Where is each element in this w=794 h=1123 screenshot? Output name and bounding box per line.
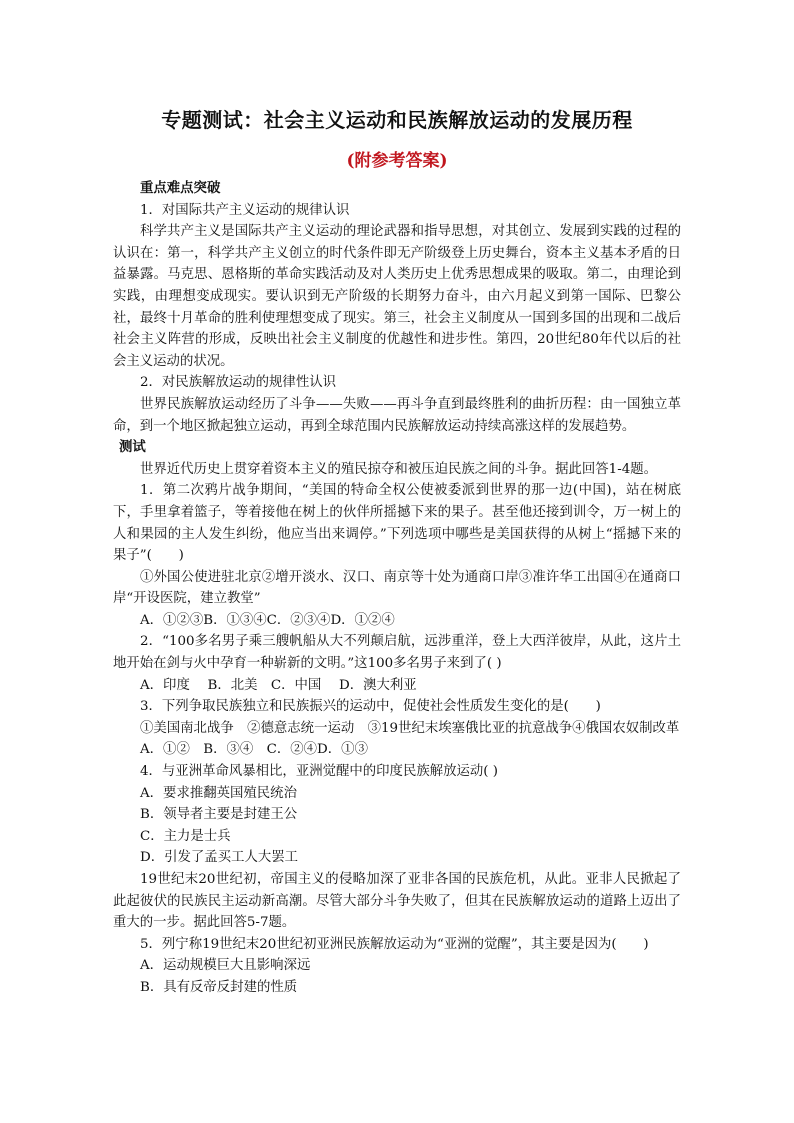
paragraph: 科学共产主义是国际共产主义运动的理论武器和指导思想，对其创立、发展到实践的过程的认识在：第一，科学共产主义创立的时代条件即无产阶级登上历史舞台，资本主义基本矛盾的日益暴露。马克思、恩格斯的革命实践活动及对人类历史上优秀思想成果的吸取。第二，由理论到实践，由理想变成现实。要认识到无产阶级的长期努力奋斗，由六月起义到第一国际、巴黎公社，最终十月革命的胜利使理想变成了现实。第三，社会主义制度从一国到多国的出现和二战后社会主义阵营的形成，反映出社会主义制度的优越性和进步性。第四，20世纪80年代以后的社会主义运动的状况。 bbox=[113, 224, 681, 369]
question: 3．下列争取民族独立和民族振兴的运动中，促使社会性质发生变化的是( ) bbox=[140, 699, 601, 715]
answer-option: A．要求推翻英国殖民统治 bbox=[140, 785, 297, 801]
answer-options: A．印度 B．北美 C．中国 D．澳大利亚 bbox=[140, 677, 417, 693]
section-heading: 重点难点突破 bbox=[140, 180, 221, 196]
question-items: ①美国南北战争 ②德意志统一运动 ③19世纪末埃塞俄比亚的抗意战争④俄国农奴制改革 bbox=[140, 720, 680, 736]
answer-option: B．具有反帝反封建的性质 bbox=[140, 979, 298, 995]
subheading: 1．对国际共产主义运动的规律认识 bbox=[140, 202, 350, 218]
question: 4．与亚洲革命风暴相比，亚洲觉醒中的印度民族解放运动( ) bbox=[140, 764, 498, 780]
section-heading: 测试 bbox=[119, 439, 146, 456]
paragraph: 世界近代历史上贯穿着资本主义的殖民掠夺和被压迫民族之间的斗争。据此回答1-4题。 bbox=[140, 461, 658, 477]
document-body bbox=[113, 178, 681, 999]
answer-option: B．领导者主要是封建王公 bbox=[140, 807, 298, 823]
document-subtitle: (附参考答案) bbox=[346, 151, 448, 171]
subheading: 2．对民族解放运动的规律性认识 bbox=[140, 375, 336, 391]
answer-option: A．运动规模巨大且影响深远 bbox=[140, 958, 311, 974]
question: 2．“100多名男子乘三艘帆船从大不列颠启航，远涉重洋，登上大西洋彼岸，从此，这片土地开始在剑与火中孕育一种崭新的文明。”这100多名男子来到了( ) bbox=[113, 634, 681, 672]
answer-options: A．①②③B．①③④C．②③④D．①②④ bbox=[140, 612, 395, 628]
question-items: ①外国公使进驻北京②增开淡水、汉口、南京等十处为通商口岸③准许华工出国④在通商口岸“开设医院，建立教堂” bbox=[113, 569, 681, 607]
question: 5．列宁称19世纪末20世纪初亚洲民族解放运动为“亚洲的觉醒”，其主要是因为( ) bbox=[140, 936, 649, 952]
answer-option: D．引发了孟买工人大罢工 bbox=[140, 850, 299, 866]
answer-option: C．主力是士兵 bbox=[140, 828, 231, 844]
answer-options: A．①② B．③④ C．②④D．①③ bbox=[140, 742, 368, 758]
question: 1．第二次鸦片战争期间，“美国的特命全权公使被委派到世界的那一边(中国)，站在树底下，手里拿着篮子，等着接他在树上的伙伴所摇撼下来的果子。甚至他还接到训令，万一树上的人和果园的主人发生纠纷，他应当出来调停。”下列选项中哪些是美国获得的从树上“摇撼下来的果子”( ) bbox=[113, 483, 681, 564]
paragraph: 19世纪末20世纪初，帝国主义的侵略加深了亚非各国的民族危机，从此。亚非人民掀起了此起彼伏的民族民主运动新高潮。尽管大部分斗争失败了，但其在民族解放运动的道路上迈出了重大的一步。据此回答5-7题。 bbox=[113, 872, 681, 931]
document-title: 专题测试：社会主义运动和民族解放运动的发展历程 bbox=[161, 108, 633, 132]
paragraph: 世界民族解放运动经历了斗争——失败——再斗争直到最终胜利的曲折历程：由一国独立革命，到一个地区掀起独立运动，再到全球范围内民族解放运动持续高涨这样的发展趋势。 bbox=[113, 396, 681, 434]
